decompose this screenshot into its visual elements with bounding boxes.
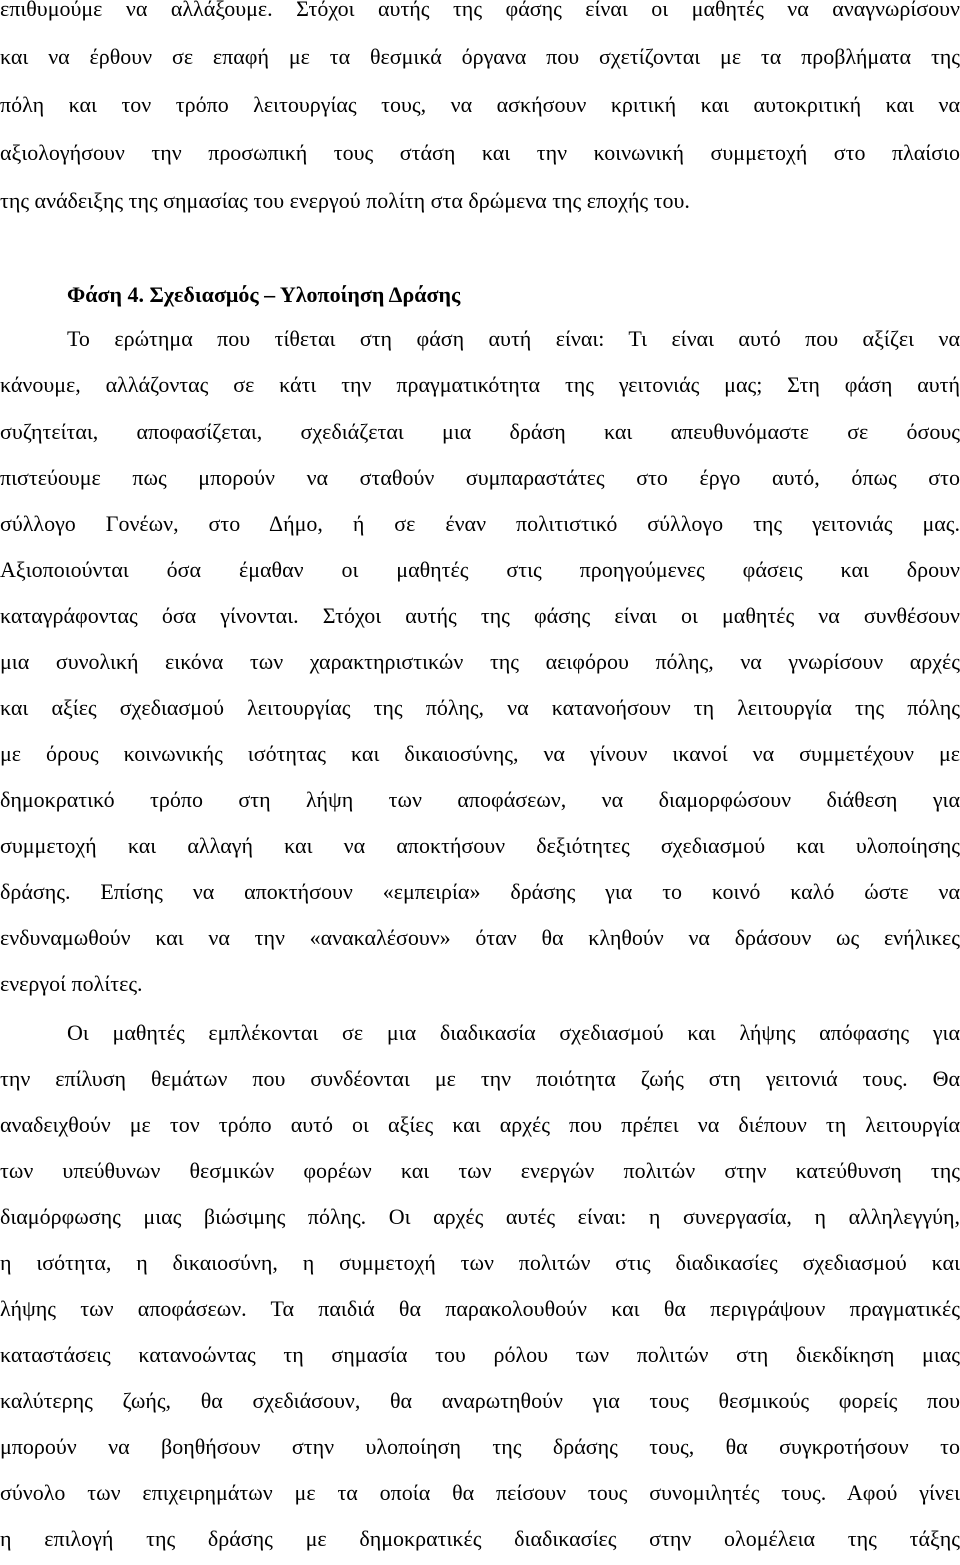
intro-line: πόλη και τον τρόπο λειτουργίας τους, να ασκήσουν κριτική και αυτοκριτική και να	[0, 92, 960, 117]
paragraph-line: η επιλογή της δράσης με δημοκρατικές διαδικασίες στην ολομέλεια της τάξης	[0, 1526, 960, 1551]
paragraph-line: την επίλυση θεμάτων που συνδέονται με την ποιότητα ζωής στη γειτονιά τους. Θα	[0, 1066, 960, 1091]
paragraph-line: μια συνολική εικόνα των χαρακτηριστικών της αειφόρου πόλης, να γνωρίσουν αρχές	[0, 649, 960, 674]
paragraph-line: και αξίες σχεδιασμού λειτουργίας της πόλης, να κατανοήσουν τη λειτουργία της πόλης	[0, 695, 960, 720]
paragraph-line: μπορούν να βοηθήσουν στην υλοποίηση της δράσης τους, θα συγκροτήσουν το	[0, 1434, 960, 1459]
paragraph-line: ενεργοί πολίτες.	[0, 971, 143, 996]
paragraph-line: λήψης των αποφάσεων. Τα παιδιά θα παρακολουθούν και θα περιγράψουν πραγματικές	[0, 1296, 960, 1321]
paragraph-line: σύλλογο Γονέων, στο Δήμο, ή σε έναν πολιτιστικό σύλλογο της γειτονιάς μας.	[0, 511, 960, 536]
intro-line: της ανάδειξης της σημασίας του ενεργού πολίτη στα δρώμενα της εποχής του.	[0, 188, 690, 213]
paragraph-line: καταγράφοντας όσα γίνονται. Στόχοι αυτής της φάσης είναι οι μαθητές να συνθέσουν	[0, 603, 960, 628]
paragraph-line: καταστάσεις κατανοώντας τη σημασία του ρόλου των πολιτών στη διεκδίκηση μιας	[0, 1342, 960, 1367]
paragraph-line: δημοκρατικό τρόπο στη λήψη των αποφάσεων, να διαμορφώσουν διάθεση για	[0, 787, 960, 812]
paragraph-line: Αξιοποιούνται όσα έμαθαν οι μαθητές στις προηγούμενες φάσεις και δρουν	[0, 557, 960, 582]
section-heading: Φάση 4. Σχεδιασμός – Υλοποίηση Δράσης	[67, 282, 461, 307]
paragraph-line: η ισότητα, η δικαιοσύνη, η συμμετοχή των πολιτών στις διαδικασίες σχεδιασμού και	[0, 1250, 960, 1275]
paragraph-line: δράσης. Επίσης να αποκτήσουν «εμπειρία» δράσης για το κοινό καλό ώστε να	[0, 879, 960, 904]
intro-line: αξιολογήσουν την προσωπική τους στάση και την κοινωνική συμμετοχή στο πλαίσιο	[0, 140, 960, 165]
paragraph-line: κάνουμε, αλλάζοντας σε κάτι την πραγματικότητα της γειτονιάς μας; Στη φάση αυτή	[0, 372, 960, 397]
paragraph-line: των υπεύθυνων θεσμικών φορέων και των ενεργών πολιτών στην κατεύθυνση της	[0, 1158, 960, 1183]
paragraph-line: Οι μαθητές εμπλέκονται σε μια διαδικασία σχεδιασμού και λήψης απόφασης για	[67, 1020, 960, 1045]
paragraph-line: Το ερώτημα που τίθεται στη φάση αυτή είναι: Τι είναι αυτό που αξίζει να	[67, 326, 960, 351]
paragraph-line: καλύτερης ζωής, θα σχεδιάσουν, θα αναρωτηθούν για τους θεσμικούς φορείς που	[0, 1388, 960, 1413]
paragraph-line: με όρους κοινωνικής ισότητας και δικαιοσύνης, να γίνουν ικανοί να συμμετέχουν με	[0, 741, 960, 766]
paragraph-line: σύνολο των επιχειρημάτων με τα οποία θα πείσουν τους συνομιλητές τους. Αφού γίνει	[0, 1480, 960, 1505]
paragraph-line: συζητείται, αποφασίζεται, σχεδιάζεται μια δράση και απευθυνόμαστε σε όσους	[0, 419, 960, 444]
paragraph-line: διαμόρφωσης μιας βιώσιμης πόλης. Οι αρχές αυτές είναι: η συνεργασία, η αλληλεγγύη,	[0, 1204, 960, 1229]
paragraph-line: αναδειχθούν με τον τρόπο αυτό οι αξίες και αρχές που πρέπει να διέπουν τη λειτουργία	[0, 1112, 960, 1137]
paragraph-line: ενδυναμωθούν και να την «ανακαλέσουν» όταν θα κληθούν να δράσουν ως ενήλικες	[0, 925, 960, 950]
paragraph-line: πιστεύουμε πως μπορούν να σταθούν συμπαραστάτες στο έργο αυτό, όπως στο	[0, 465, 960, 490]
intro-line: επιθυμούμε να αλλάξουμε. Στόχοι αυτής της φάσης είναι οι μαθητές να αναγνωρίσουν	[0, 0, 960, 21]
intro-line: και να έρθουν σε επαφή με τα θεσμικά όργανα που σχετίζονται με τα προβλήματα της	[0, 44, 960, 69]
paragraph-line: συμμετοχή και αλλαγή και να αποκτήσουν δεξιότητες σχεδιασμού και υλοποίησης	[0, 833, 960, 858]
